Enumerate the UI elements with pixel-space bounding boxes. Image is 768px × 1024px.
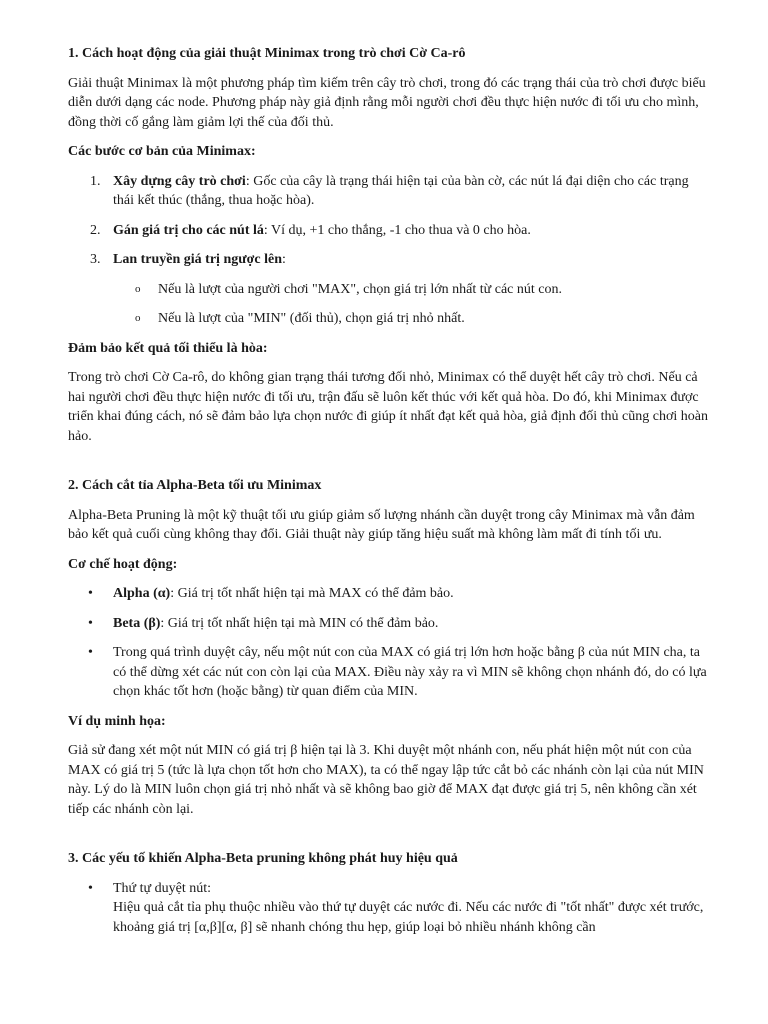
bullet-text: Trong quá trình duyệt cây, nếu một nút con của MAX có giá trị lớn hơn hoặc bằng β của nút MIN cha, ta có thể dừng xét các nút con còn lại của MAX. Điều này xảy ra vì MIN sẽ không chọn nhánh đó, do có lựa chọn khác tốt hơn (hoặc bằng) từ quan điểm của MIN. — [113, 645, 707, 699]
list-item — [90, 250, 708, 329]
circle-bullet-icon: o — [135, 312, 141, 324]
step-number: 1. — [90, 173, 101, 189]
bullet-icon: • — [88, 586, 93, 601]
factors-list — [68, 879, 708, 938]
step-number: 2. — [90, 222, 101, 238]
mechanism-heading: Cơ chế hoạt động: — [68, 556, 178, 572]
list-item — [135, 280, 708, 300]
bullet-title: Beta (β) — [113, 615, 161, 631]
bullet-icon: • — [88, 880, 93, 896]
bullet-text: : Giá trị tốt nhất hiện tại mà MIN có thể đảm bảo. — [160, 615, 439, 631]
step-number: 3. — [90, 252, 101, 267]
section2-heading: 2. Cách cắt tỉa Alpha-Beta tối ưu Minimax — [68, 478, 322, 493]
step-text: : Gốc của cây là trạng thái hiện tại của bàn cờ, các nút lá đại diện cho các trạng thái kết thúc (thắng, thua hoặc hòa). — [113, 173, 689, 208]
list-item — [88, 643, 708, 702]
bullet-text: Hiệu quả cắt tỉa phụ thuộc nhiều vào thứ tự duyệt các nước đi. Nếu các nước đi "tốt nhất" được xét trước, khoảng giá trị [α,β][α, β] sẽ nhanh chóng thu hẹp, giúp loại bỏ nhiều nhánh không cần — [113, 900, 704, 935]
section2-intro: Alpha-Beta Pruning là một kỹ thuật tối ưu giúp giảm số lượng nhánh cần duyệt trong cây Minimax mà vẫn đảm bảo kết quả cuối cùng không thay đổi. Giải thuật này giúp tăng hiệu suất mà không làm mất đi tính tối ưu. — [68, 507, 695, 542]
minimax-steps-list — [68, 172, 708, 329]
section3-heading: 3. Các yếu tố khiến Alpha-Beta pruning không phát huy hiệu quả — [68, 851, 458, 866]
alpha-beta-list — [68, 584, 708, 702]
propagation-sublist — [113, 280, 708, 329]
circle-bullet-icon: o — [135, 282, 141, 295]
list-item — [90, 172, 708, 211]
list-item — [88, 879, 708, 938]
bullet-icon: • — [88, 615, 93, 631]
section1-heading: 1. Cách hoạt động của giải thuật Minimax trong trò chơi Cờ Ca-rô — [68, 46, 466, 61]
bullet-title: Thứ tự duyệt nút: — [113, 880, 211, 896]
example-heading: Ví dụ minh họa: — [68, 713, 166, 729]
bullet-text: : Giá trị tốt nhất hiện tại mà MAX có thể đảm bảo. — [170, 586, 454, 601]
step-title: Gán giá trị cho các nút lá — [113, 222, 264, 238]
example-text: Giả sử đang xét một nút MIN có giá trị β hiện tại là 3. Khi duyệt một nhánh con, nếu phát hiện một nút con của MAX có giá trị 5 (tức là lựa chọn tốt hơn cho MAX), ta có thể ngay lập tức cắt bỏ các nhánh còn lại của nút MIN này. Lý do là MIN luôn chọn giá trị nhỏ nhất và sẽ không bao giờ để MAX đạt được giá trị 5, nên không cần xét tiếp các nhánh còn lại. — [68, 743, 704, 817]
document-page — [68, 44, 708, 947]
list-item — [88, 584, 708, 604]
list-item — [90, 221, 708, 241]
steps-heading: Các bước cơ bản của Minimax: — [68, 144, 256, 159]
guarantee-heading: Đảm bảo kết quả tối thiểu là hòa: — [68, 340, 268, 356]
list-item — [88, 614, 708, 634]
substep-text: Nếu là lượt của người chơi "MAX", chọn giá trị lớn nhất từ các nút con. — [158, 281, 562, 297]
step-text: : — [281, 252, 286, 267]
step-title: Xây dựng cây trò chơi — [113, 173, 246, 189]
step-text: : Ví dụ, +1 cho thắng, -1 cho thua và 0 cho hòa. — [263, 222, 531, 238]
section1-intro: Giải thuật Minimax là một phương pháp tìm kiếm trên cây trò chơi, trong đó các trạng thái của trò chơi được biểu diễn dưới dạng các node. Phương pháp này giả định rằng mỗi người chơi đều thực hiện nước đi tối ưu cho mình, đồng thời cố gắng làm giảm lợi thế của đối thủ. — [68, 75, 706, 130]
bullet-title: Alpha (α) — [113, 586, 171, 601]
bullet-icon: • — [88, 645, 93, 660]
substep-text: Nếu là lượt của "MIN" (đối thủ), chọn giá trị nhỏ nhất. — [158, 311, 465, 326]
step-title: Lan truyền giá trị ngược lên — [113, 252, 282, 267]
list-item — [135, 309, 708, 329]
guarantee-text: Trong trò chơi Cờ Ca-rô, do không gian trạng thái tương đối nhỏ, Minimax có thể duyệt hết cây trò chơi. Nếu cả hai người chơi đều thực hiện nước đi tối ưu, trận đấu sẽ luôn kết thúc với kết quả hòa. Do đó, khi Minimax được triển khai đúng cách, nó sẽ đảm bảo lựa chọn nước đi giúp ít nhất đạt kết quả hòa, giả định đối thủ cũng chơi hoàn hảo. — [68, 370, 708, 444]
